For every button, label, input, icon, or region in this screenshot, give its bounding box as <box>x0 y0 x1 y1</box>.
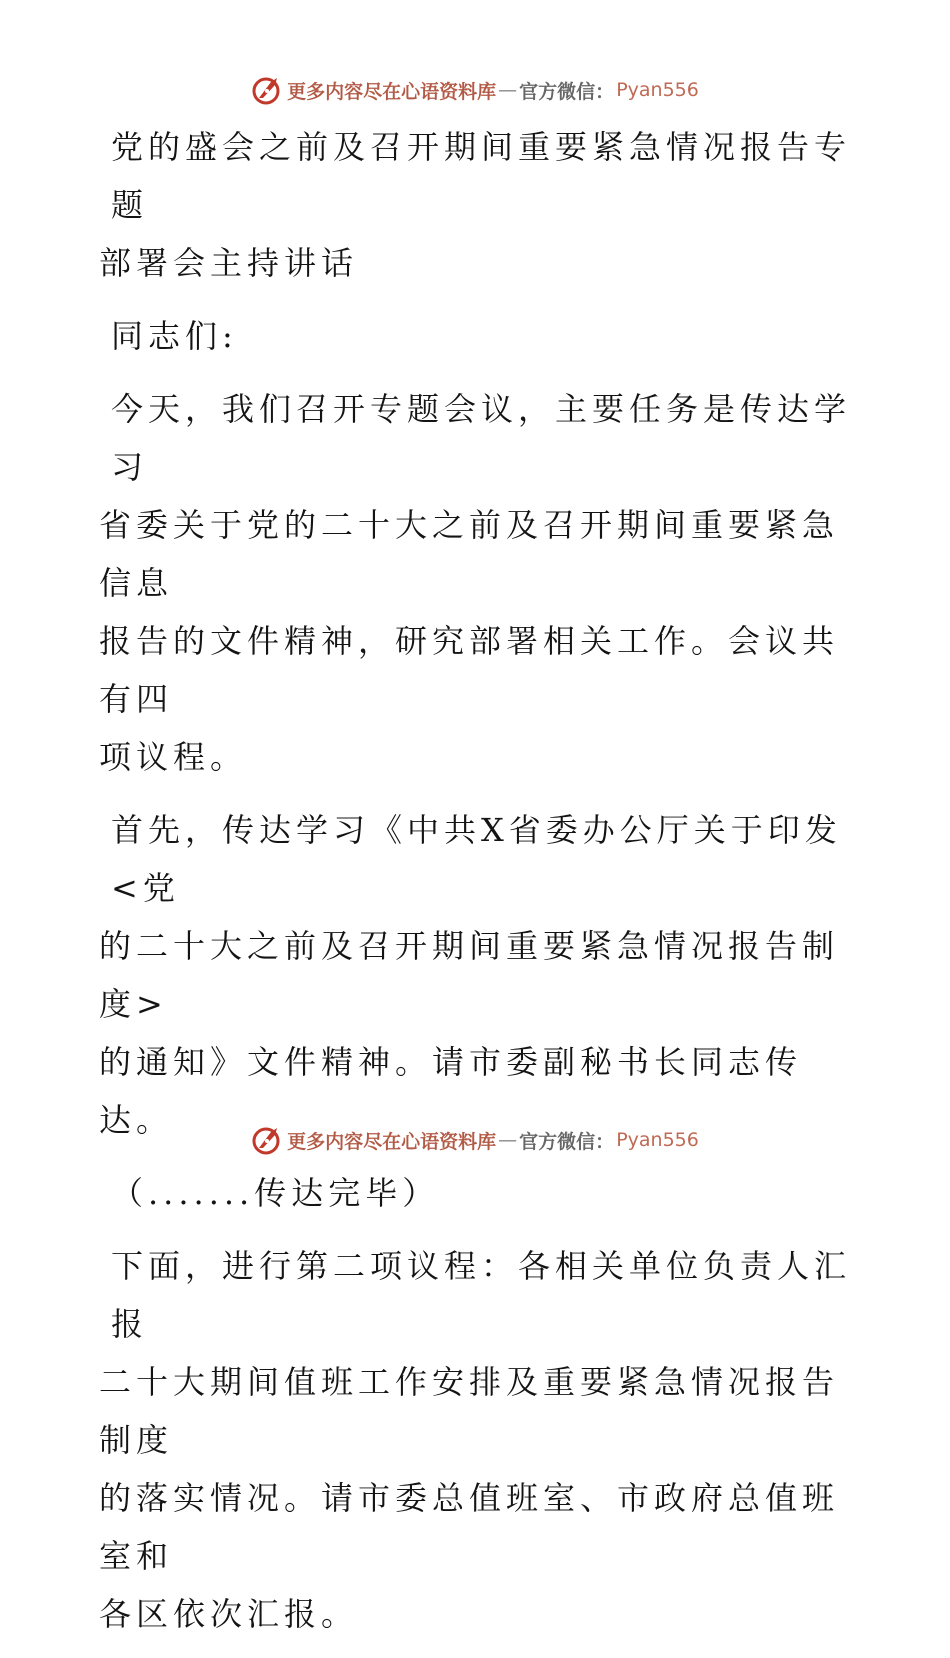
banner-wechat-id: Pyan556 <box>616 1129 699 1151</box>
pen-logo-icon <box>251 1124 283 1156</box>
banner-text: 更多内容尽在心语资料库 <box>287 1130 497 1153</box>
document-title <box>99 118 855 292</box>
paragraph-line: （.......传达完毕） <box>111 1174 440 1212</box>
paragraph-line: 省委关于党的二十大之前及召开期间重要紧急信息 <box>99 506 840 602</box>
salutation-text: 同志们: <box>111 317 238 355</box>
paragraph-2 <box>99 801 855 1149</box>
paragraph-line: 首先，传达学习《中共X省委办公厅关于印发<党 <box>111 811 842 907</box>
paragraph-line: 下面，进行第二项议程：各相关单位负责人汇报 <box>111 1247 852 1343</box>
paragraph-3 <box>99 1164 855 1222</box>
paragraph-line: 今天，我们召开专题会议，主要任务是传达学习 <box>111 390 852 486</box>
paragraph-line: 的落实情况。请市委总值班室、市政府总值班室和 <box>99 1479 840 1575</box>
title-line: 部署会主持讲话 <box>99 244 359 282</box>
pen-logo-icon <box>251 74 283 106</box>
banner-official-label: 官方微信： <box>519 1130 615 1153</box>
paragraph-line: 报告的文件精神，研究部署相关工作。会议共有四 <box>99 622 840 718</box>
banner-dash: — <box>498 1129 518 1151</box>
document-body <box>99 118 855 1658</box>
banner-text: 更多内容尽在心语资料库 <box>287 80 497 103</box>
header-banner <box>0 70 950 110</box>
banner-official-label: 官方微信： <box>519 80 615 103</box>
banner-dash: — <box>498 79 518 101</box>
title-line: 党的盛会之前及召开期间重要紧急情况报告专题 <box>111 128 852 224</box>
salutation <box>99 307 855 365</box>
paragraph-line: 各区依次汇报。 <box>99 1595 359 1633</box>
paragraph-4 <box>99 1237 855 1643</box>
paragraph-line: 的二十大之前及召开期间重要紧急情况报告制度> <box>99 927 840 1023</box>
paragraph-line: 二十大期间值班工作安排及重要紧急情况报告制度 <box>99 1363 840 1459</box>
paragraph-line: 的通知》文件精神。请市委副秘书长同志传达。 <box>99 1043 803 1139</box>
paragraph-line: 项议程。 <box>99 738 248 776</box>
paragraph-1 <box>99 380 855 786</box>
footer-banner <box>0 1120 950 1160</box>
banner-wechat-id: Pyan556 <box>616 79 699 101</box>
